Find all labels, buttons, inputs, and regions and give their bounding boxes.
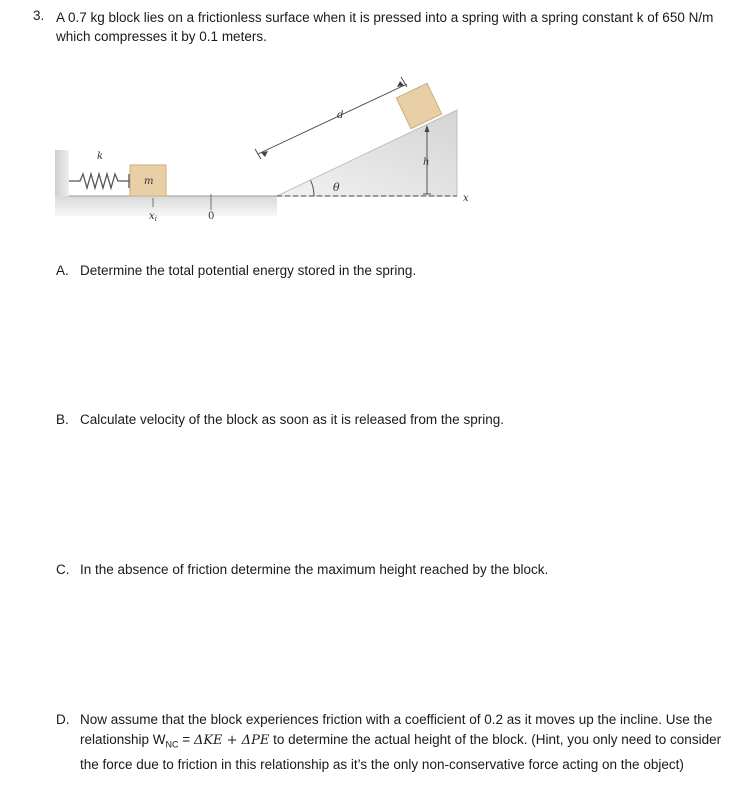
part-a-label: A. xyxy=(56,263,69,278)
label-h: h xyxy=(423,157,430,168)
part-a xyxy=(56,261,736,281)
label-xi: $x_i$ xyxy=(149,211,157,223)
part-d xyxy=(56,710,736,774)
part-c-text: In the absence of friction determine the maximum height reached by the block. xyxy=(80,562,549,577)
part-b-text: Calculate velocity of the block as soon as it is released from the spring. xyxy=(80,412,504,427)
work-energy-equation: ΔKE + ΔPE xyxy=(193,732,270,748)
label-zero: 0 xyxy=(208,211,215,222)
label-m: m xyxy=(144,176,154,187)
spring xyxy=(69,174,129,188)
part-c-label: C. xyxy=(56,562,70,577)
label-d: d xyxy=(337,110,344,121)
part-d-text: Now assume that the block experiences friction with a coefficient of 0.2 as it moves up the incline. Use the relationship $W_{NC} = \Delta KE + \Delta PE$ to determine the actual height of the block. (Hint, you only need to consider the force due to friction in this relationship as it’s the only non-conservative force acting on the object) xyxy=(80,712,722,772)
floor xyxy=(55,196,277,216)
incline-ramp xyxy=(277,110,457,196)
label-x: x xyxy=(463,193,469,204)
part-b xyxy=(56,410,736,430)
part-d-label: D. xyxy=(56,712,70,727)
part-b-label: B. xyxy=(56,412,69,427)
part-c xyxy=(56,560,736,580)
part-a-text: Determine the total potential energy stored in the spring. xyxy=(80,263,417,278)
distance-d-arrow xyxy=(258,84,407,154)
spring-incline-diagram xyxy=(52,70,482,230)
label-theta: θ xyxy=(333,181,340,194)
question-number: 3. xyxy=(33,8,45,23)
question-text: A 0.7 kg block lies on a frictionless surface when it is pressed into a spring with a spring constant k of 650 N/m which compresses it by 0.1 meters. xyxy=(56,10,714,44)
label-k: k xyxy=(97,151,104,162)
